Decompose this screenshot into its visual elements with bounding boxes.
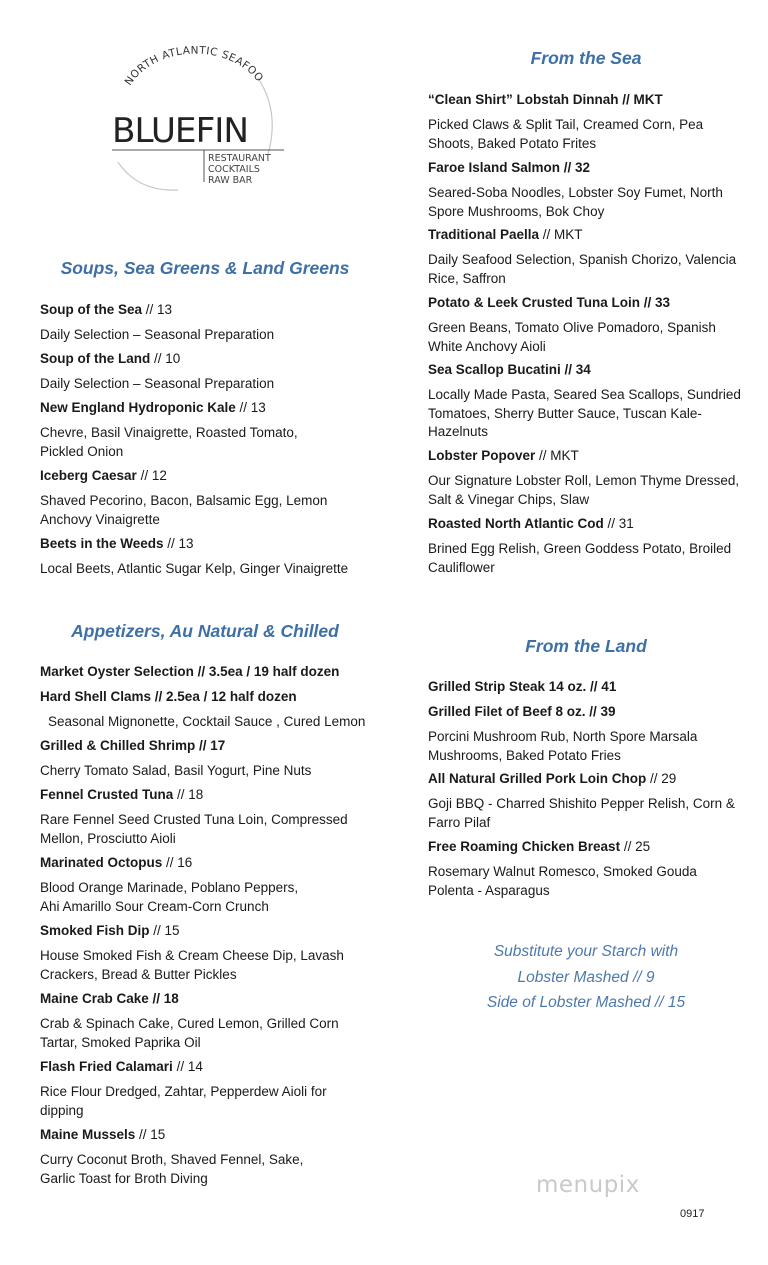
logo-arc-text: NORTH ATLANTIC SEAFOO [122, 44, 266, 88]
substitute-line: Side of Lobster Mashed // 15 [486, 994, 686, 1011]
item-name: All Natural Grilled Pork Loin Chop // 29 [428, 771, 677, 786]
section-title-land: From the Land [525, 636, 647, 656]
section-title-sea: From the Sea [530, 48, 642, 68]
menu-item [40, 688, 380, 732]
menu-item [428, 159, 744, 221]
item-name: Flash Fried Calamari // 14 [40, 1059, 203, 1074]
item-name: Faroe Island Salmon // 32 [428, 160, 591, 175]
item-desc: Chevre, Basil Vinaigrette, Roasted Tomato, Pickled Onion [40, 425, 298, 459]
menu-item [40, 350, 356, 394]
logo-tagline-2: COCKTAILS [208, 164, 260, 175]
item-name: Smoked Fish Dip // 15 [40, 923, 180, 938]
logo-brand: BLUEFIN [112, 111, 248, 151]
item-name: Maine Mussels // 15 [40, 1127, 166, 1142]
menu-item [40, 301, 356, 345]
item-name: Iceberg Caesar // 12 [40, 468, 167, 483]
item-desc: Rare Fennel Seed Crusted Tuna Loin, Compressed Mellon, Prosciutto Aioli [40, 812, 348, 846]
item-desc: Shaved Pecorino, Bacon, Balsamic Egg, Lemon Anchovy Vinaigrette [40, 493, 328, 527]
menu-item [40, 467, 356, 529]
menu-item [428, 770, 744, 832]
menu-item [428, 838, 744, 900]
item-name: Hard Shell Clams // 2.5ea / 12 half dozen [40, 689, 297, 704]
item-desc: Brined Egg Relish, Green Goddess Potato, Broiled Cauliflower [428, 541, 732, 575]
item-name: Fennel Crusted Tuna // 18 [40, 787, 204, 802]
item-name: Market Oyster Selection // 3.5ea / 19 half dozen [40, 664, 340, 679]
item-name: Marinated Octopus // 16 [40, 855, 193, 870]
item-desc: Rice Flour Dredged, Zahtar, Pepperdew Aioli for dipping [40, 1084, 327, 1118]
item-name: Grilled Strip Steak 14 oz. // 41 [428, 679, 617, 694]
item-name: Soup of the Sea // 13 [40, 302, 173, 317]
item-name: “Clean Shirt” Lobstah Dinnah // MKT [428, 92, 663, 107]
substitute-line: Substitute your Starch with [493, 943, 679, 960]
item-desc: Daily Seafood Selection, Spanish Chorizo, Valencia Rice, Saffron [428, 252, 737, 286]
item-desc: Local Beets, Atlantic Sugar Kelp, Ginger Vinaigrette [40, 561, 349, 576]
item-desc: Cherry Tomato Salad, Basil Yogurt, Pine Nuts [40, 763, 312, 778]
item-desc: Daily Selection – Seasonal Preparation [40, 376, 275, 391]
menu-item [428, 678, 744, 696]
menu-item [40, 737, 356, 781]
item-desc: Our Signature Lobster Roll, Lemon Thyme Dressed, Salt & Vinegar Chips, Slaw [428, 473, 740, 507]
menu-item [40, 1058, 356, 1120]
menu-item [40, 854, 356, 916]
bluefin-logo [108, 42, 294, 198]
menu-item [40, 1126, 356, 1188]
item-desc: Seared-Soba Noodles, Lobster Soy Fumet, North Spore Mushrooms, Bok Choy [428, 185, 723, 219]
item-desc: Picked Claws & Split Tail, Creamed Corn, Pea Shoots, Baked Potato Frites [428, 117, 704, 151]
item-desc: Crab & Spinach Cake, Cured Lemon, Grilled Corn Tartar, Smoked Paprika Oil [40, 1016, 339, 1050]
logo-tagline-3: RAW BAR [208, 175, 253, 186]
menu-item [428, 703, 744, 765]
item-name: Sea Scallop Bucatini // 34 [428, 362, 591, 377]
menu-item [40, 786, 356, 848]
item-desc: Locally Made Pasta, Seared Sea Scallops, Sundried Tomatoes, Sherry Butter Sauce, Tuscan Kale-Hazelnuts [428, 387, 741, 439]
item-name: Traditional Paella // MKT [428, 227, 583, 242]
menu-item [40, 990, 356, 1052]
item-name: Lobster Popover // MKT [428, 448, 579, 463]
menu-item [428, 361, 744, 442]
item-name: Roasted North Atlantic Cod // 31 [428, 516, 634, 531]
section-title-appetizers: Appetizers, Au Natural & Chilled [71, 621, 339, 641]
item-desc: House Smoked Fish & Cream Cheese Dip, Lavash Crackers, Bread & Butter Pickles [40, 948, 344, 982]
logo-tagline-1: RESTAURANT [208, 153, 271, 164]
menu-item [428, 226, 744, 288]
menu-item [40, 663, 370, 681]
substitute-note [428, 939, 744, 1016]
item-name: Free Roaming Chicken Breast // 25 [428, 839, 651, 854]
item-name: New England Hydroponic Kale // 13 [40, 400, 266, 415]
item-name: Grilled Filet of Beef 8 oz. // 39 [428, 704, 616, 719]
menu-item [428, 294, 744, 356]
item-name: Beets in the Weeds // 13 [40, 536, 194, 551]
menu-item [428, 447, 744, 509]
item-name: Maine Crab Cake // 18 [40, 991, 179, 1006]
menu-item [428, 515, 744, 577]
logo-graphic [108, 42, 294, 198]
item-desc: Curry Coconut Broth, Shaved Fennel, Sake, Garlic Toast for Broth Diving [40, 1152, 304, 1186]
item-name: Grilled & Chilled Shrimp // 17 [40, 738, 226, 753]
menupix-watermark: menupix [536, 1172, 640, 1198]
item-name: Potato & Leek Crusted Tuna Loin // 33 [428, 295, 671, 310]
menu-item [428, 91, 744, 153]
menu-item [40, 399, 356, 461]
menu-item [40, 922, 356, 984]
item-desc: Daily Selection – Seasonal Preparation [40, 327, 275, 342]
item-desc: Seasonal Mignonette, Cocktail Sauce , Cured Lemon [48, 714, 366, 729]
menu-code: 0917 [680, 1208, 705, 1220]
item-desc: Blood Orange Marinade, Poblano Peppers, Ahi Amarillo Sour Cream-Corn Crunch [40, 880, 299, 914]
substitute-line: Lobster Mashed // 9 [517, 968, 655, 986]
item-desc: Green Beans, Tomato Olive Pomadoro, Spanish White Anchovy Aioli [428, 320, 716, 354]
item-desc: Goji BBQ - Charred Shishito Pepper Relish, Corn & Farro Pilaf [428, 796, 735, 830]
item-name: Soup of the Land // 10 [40, 351, 181, 366]
section-title-soups: Soups, Sea Greens & Land Greens [60, 258, 350, 278]
item-desc: Rosemary Walnut Romesco, Smoked Gouda Polenta - Asparagus [428, 864, 697, 898]
menu-item [40, 535, 370, 579]
item-desc: Porcini Mushroom Rub, North Spore Marsala Mushrooms, Baked Potato Fries [428, 729, 698, 763]
